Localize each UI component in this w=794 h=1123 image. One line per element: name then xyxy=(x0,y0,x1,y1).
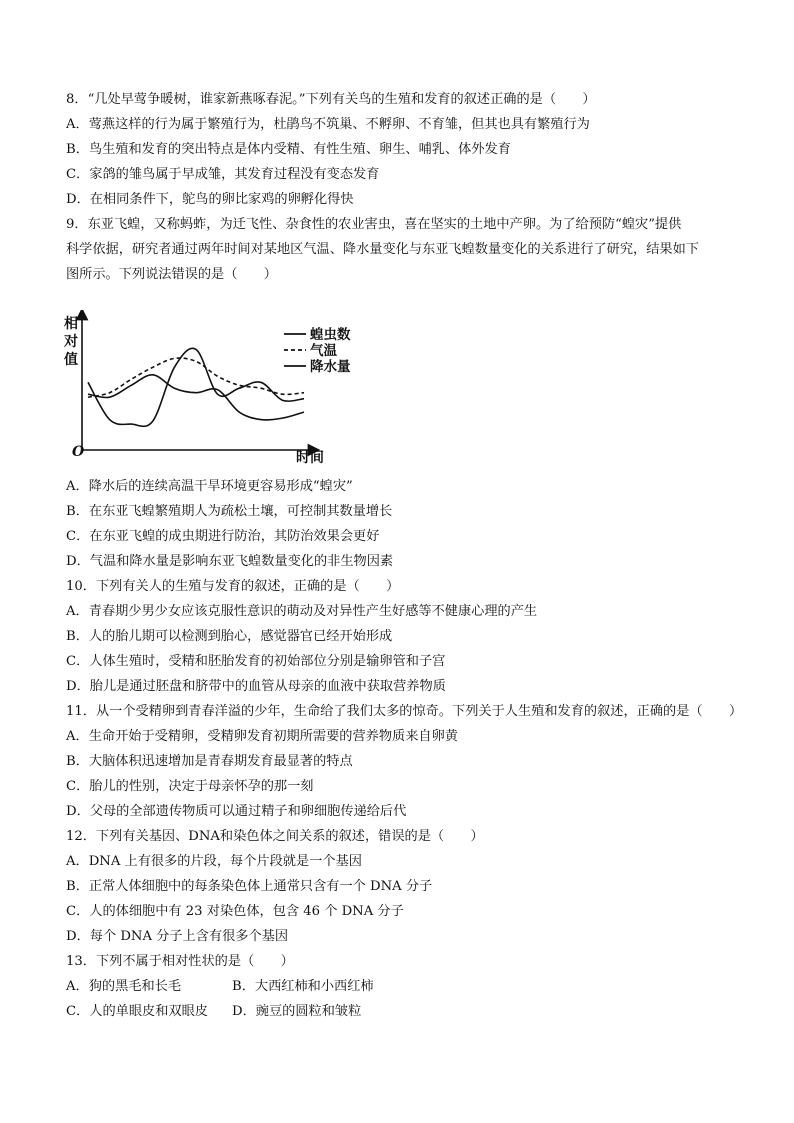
q13-option-c: C．人的单眼皮和双眼皮 xyxy=(66,1004,208,1019)
chart-svg xyxy=(64,310,364,470)
q10-option-a: A．青春期少男少女应该克服性意识的萌动及对异性产生好感等不健康心理的产生 xyxy=(66,604,538,619)
q9-stem-line-2: 科学依据，研究者通过两年时间对某地区气温、降水量变化与东亚飞蝗数量变化的关系进行了研究，结果如下 xyxy=(66,242,699,257)
q11-option-b: B．大脑体积迅速增加是青春期发育最显著的特点 xyxy=(66,754,353,769)
series-line-3 xyxy=(88,348,304,426)
series-group xyxy=(88,348,304,426)
q12-option-b: B．正常人体细胞中的每条染色体上通常只含有一个 DNA 分子 xyxy=(66,879,433,894)
q12-option-d: D．每个 DNA 分子上含有很多个基因 xyxy=(66,929,289,944)
q12-stem: 12．下列有关基因、DNA和染色体之间关系的叙述，错误的是（ ） xyxy=(66,829,484,844)
legend-label-2: 气温 xyxy=(310,343,337,359)
y-axis-label-3: 值 xyxy=(64,352,78,368)
q13-option-d: D．豌豆的圆粒和皱粒 xyxy=(232,1004,362,1019)
q11-option-d: D．父母的全部遗传物质可以通过精子和卵细胞传递给后代 xyxy=(66,804,407,819)
q13-stem: 13．下列不属于相对性状的是（ ） xyxy=(66,954,294,969)
y-axis-label-1: 相 xyxy=(64,316,78,332)
q8-option-a: A．莺燕这样的行为属于繁殖行为，杜鹃鸟不筑巢、不孵卵、不育雏，但其也具有繁殖行为 xyxy=(66,117,590,132)
q8-option-d: D．在相同条件下，鸵鸟的卵比家鸡的卵孵化得快 xyxy=(66,192,354,207)
q10-option-c: C．人体生殖时，受精和胚胎发育的初始部位分别是输卵管和子宫 xyxy=(66,654,446,669)
q9-stem-line-1: 9．东亚飞蝗，又称蚂蚱，为迁飞性、杂食性的农业害虫，喜在坚实的土地中产卵。为了给预防“蝗灾”提供 xyxy=(66,217,682,232)
locust-climate-chart xyxy=(64,310,364,470)
q11-option-c: C．胎儿的性别，决定于母亲怀孕的那一刻 xyxy=(66,779,314,794)
q8-option-c: C．家鸽的雏鸟属于早成雏，其发育过程没有变态发育 xyxy=(66,167,380,182)
q10-option-b: B．人的胎儿期可以检测到胎心，感觉器官已经开始形成 xyxy=(66,629,393,644)
q13-option-b: B．大西红柿和小西红柿 xyxy=(232,979,374,994)
y-axis-label-2: 对 xyxy=(64,334,78,350)
q10-stem: 10．下列有关人的生殖与发育的叙述，正确的是（ ） xyxy=(66,579,400,594)
legend-label-3: 降水量 xyxy=(310,359,351,375)
q10-option-d: D．胎儿是通过胚盘和脐带中的血管从母亲的血液中获取营养物质 xyxy=(66,679,446,694)
q9-option-b: B．在东亚飞蝗繁殖期人为疏松土壤，可控制其数量增长 xyxy=(66,504,393,519)
legend-label-1: 蝗虫数 xyxy=(310,327,351,343)
q11-stem: 11．从一个受精卵到青春洋溢的少年，生命给了我们太多的惊奇。下列关于人生殖和发育的叙述，正确的是（ ） xyxy=(66,704,743,719)
q8-stem: 8．“几处早莺争暖树，谁家新燕啄春泥。”下列有关鸟的生殖和发育的叙述正确的是（ ） xyxy=(66,92,596,107)
q9-option-a: A．降水后的连续高温干旱环境更容易形成“蝗灾” xyxy=(66,479,353,494)
q9-stem-line-3: 图所示。下列说法错误的是（ ） xyxy=(66,267,277,282)
series-line-1 xyxy=(88,375,304,420)
legend xyxy=(284,326,351,375)
q8-option-b: B．鸟生殖和发育的突出特点是体内受精、有性生殖、卵生、哺乳、体外发育 xyxy=(66,142,511,157)
q9-option-c: C．在东亚飞蝗的成虫期进行防治，其防治效果会更好 xyxy=(66,529,380,544)
origin-label: O xyxy=(72,444,85,460)
q12-option-c: C．人的体细胞中有 23 对染色体，包含 46 个 DNA 分子 xyxy=(66,904,404,919)
x-axis-label: 时间 xyxy=(296,450,324,466)
q9-option-d: D．气温和降水量是影响东亚飞蝗数量变化的非生物因素 xyxy=(66,554,394,569)
q11-option-a: A．生命开始于受精卵，受精卵发育初期所需要的营养物质来自卵黄 xyxy=(66,729,458,744)
q12-option-a: A．DNA 上有很多的片段，每个片段就是一个基因 xyxy=(66,854,362,869)
q13-option-a: A．狗的黑毛和长毛 xyxy=(66,979,182,994)
